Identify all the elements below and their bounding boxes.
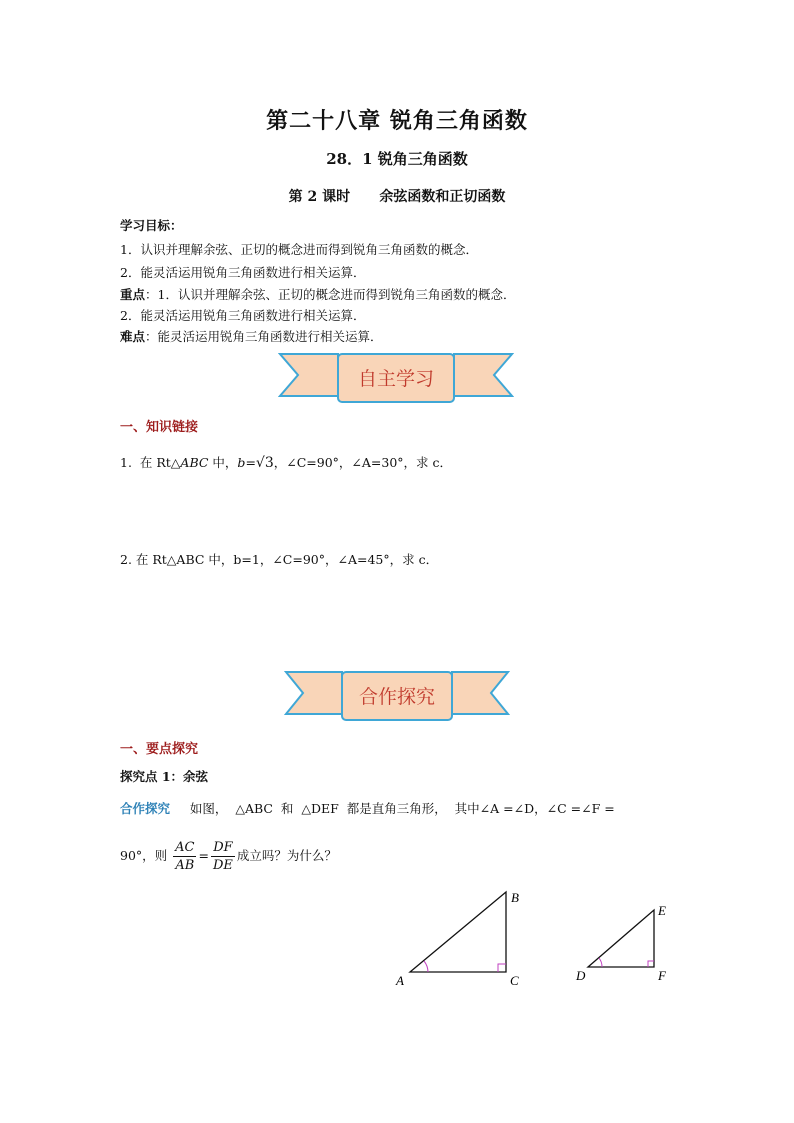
fraction-ac-ab xyxy=(173,839,196,874)
objective-item-2: 2．能灵活运用锐角三角函数进行相关运算． xyxy=(120,265,366,280)
q1-var-b: b xyxy=(237,455,246,470)
frac-equals: = xyxy=(198,848,209,863)
difficulty xyxy=(120,328,383,346)
label-a: A xyxy=(396,973,404,988)
banner-2-label: 合作探究 xyxy=(358,686,436,708)
label-b: B xyxy=(511,890,519,905)
explore-heading: 一、要点探究 xyxy=(120,742,199,757)
key-text: ：1．认识并理解余弦、正切的概念进而得到锐角三角函数的概念． xyxy=(145,287,516,302)
q1-prefix: 在 Rt△ xyxy=(139,455,181,470)
cooperative-label: 合作探究 xyxy=(120,801,171,816)
q1-rest: ，∠C=90°，∠A=30°，求 c． xyxy=(273,455,453,470)
question-2: 2. 在 Rt△ABC 中，b=1，∠C=90°，∠A=45°，求 c． xyxy=(120,552,439,567)
q1-equals: = xyxy=(245,455,256,470)
section-title: 28．1 锐角三角函数 xyxy=(326,150,468,168)
explore-paragraph xyxy=(120,800,615,818)
line2-prefix: 90°，则 xyxy=(120,848,168,863)
banner-1-label: 自主学习 xyxy=(357,368,435,390)
line2-suffix: 成立吗？为什么？ xyxy=(236,848,337,863)
triangle-def xyxy=(575,903,667,983)
triangle-figures xyxy=(380,880,700,995)
q1-mid: 中， xyxy=(208,455,238,470)
key-points xyxy=(120,286,515,304)
fraction-df-de xyxy=(211,839,235,874)
key-item-2: 2．能灵活运用锐角三角函数进行相关运算． xyxy=(120,308,366,323)
difficulty-text: ：能灵活运用锐角三角函数进行相关运算． xyxy=(145,329,383,344)
frac1-numerator: AC xyxy=(175,840,195,855)
knowledge-heading: 一、知识链接 xyxy=(120,420,199,435)
triangle-abc xyxy=(395,890,519,988)
frac1-denominator: AB xyxy=(175,858,195,873)
objectives-heading: 学习目标： xyxy=(120,218,183,233)
difficulty-label: 难点 xyxy=(120,329,146,344)
q1-number: 1. xyxy=(120,455,132,470)
label-c: C xyxy=(510,973,519,988)
lesson-title: 第 2 课时 余弦函数和正切函数 xyxy=(288,189,506,205)
label-f: F xyxy=(658,968,666,983)
q1-sqrt: √3 xyxy=(255,455,274,471)
frac2-numerator: DF xyxy=(211,839,235,857)
label-e: E xyxy=(658,903,666,918)
frac2-denominator: DE xyxy=(212,858,233,873)
chapter-title: 第二十八章 锐角三角函数 xyxy=(266,108,528,134)
q1-triangle: ABC xyxy=(180,455,209,470)
objective-item-1: 1．认识并理解余弦、正切的概念进而得到锐角三角函数的概念． xyxy=(120,242,478,257)
question-1 xyxy=(120,454,452,472)
explore-line-1: 如图， △ABC 和 △DEF 都是直角三角形， 其中∠A =∠D，∠C =∠F = xyxy=(189,801,615,816)
explore-line-2 xyxy=(120,838,337,874)
explore-point-1: 探究点 1：余弦 xyxy=(120,769,209,784)
label-d: D xyxy=(576,968,586,983)
key-label: 重点 xyxy=(120,287,146,302)
banner-hezuo-tanjiu xyxy=(284,668,510,724)
banner-zizhu-xuexi xyxy=(278,350,514,406)
